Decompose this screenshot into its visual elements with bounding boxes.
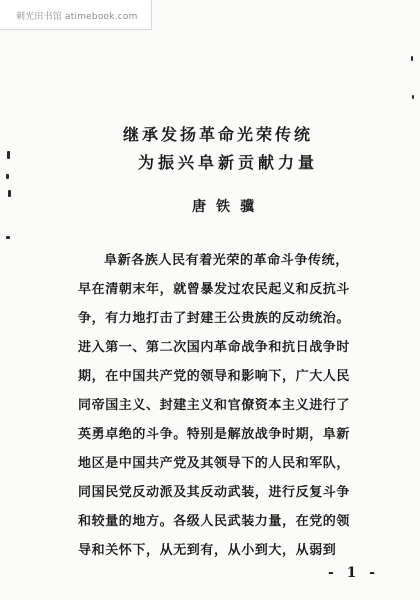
scan-speck	[6, 236, 10, 239]
watermark-text: 刺光田书馆 atimebook.com	[16, 12, 138, 22]
scan-speck	[412, 95, 414, 99]
title-line-1: 继承发扬革命光荣传统	[122, 125, 313, 144]
body-line: 同国民党反动派及其反动武装，进行反复斗争	[78, 485, 351, 500]
body-line: 早在清朝末年，就曾暴发过农民起义和反抗斗	[78, 282, 351, 297]
scan-speck	[6, 174, 9, 179]
title-line-2: 为振兴阜新贡献力量	[137, 153, 318, 172]
body-line: 同帝国主义、封建主义和官僚资本主义进行了	[78, 398, 351, 413]
scan-speck	[411, 56, 413, 61]
body-line: 进入第一、第二次国内革命战争和抗日战争时	[78, 340, 351, 355]
body-line: 和较量的地方。各级人民武装力量，在党的领	[78, 514, 351, 529]
body-line: 导和关怀下，从无到有，从小到大，从弱到	[78, 543, 337, 558]
scan-speck	[7, 151, 10, 159]
body-line: 阜新各族人民有着光荣的革命斗争传统，	[104, 253, 349, 268]
watermark-box	[0, 0, 152, 30]
body-line: 争，有力地打击了封建王公贵族的反动统治。	[78, 311, 351, 326]
scan-speck	[8, 190, 11, 197]
body-line: 期，在中国共产党的领导和影响下，广大人民	[78, 369, 351, 384]
author-name: 唐铁骥	[192, 199, 264, 215]
page-number: - 1 -	[328, 565, 380, 581]
body-line: 地区是中国共产党及其领导下的人民和军队，	[78, 456, 351, 471]
body-line: 英勇卓绝的斗争。特别是解放战争时期，阜新	[78, 427, 351, 442]
